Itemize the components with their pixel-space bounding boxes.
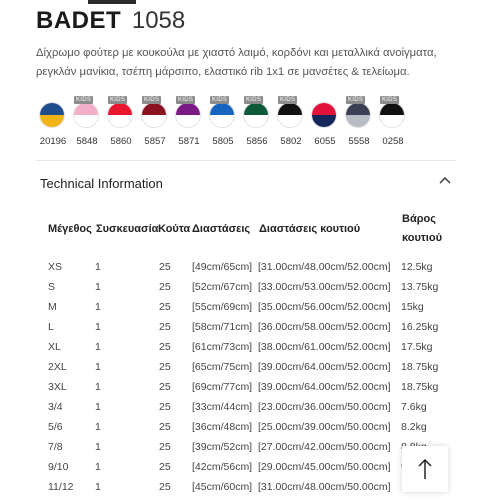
- header-pack: Συσκευασία: [96, 223, 159, 235]
- swatch-top-color: [380, 103, 404, 115]
- swatch-top-color: [40, 103, 64, 115]
- table-row: [48, 418, 458, 438]
- table-row: [48, 338, 458, 358]
- product-description: Δίχρωμο φούτερ με κουκούλα με χιαστό λαιμό, κορδόνι και μεταλλικά ανοίγματα, ρεγκλάν μανίκια, τσέπη μάρσιπο, ελαστικό rib 1x1 σε μανσέτες & τελείωμα.: [36, 47, 437, 78]
- swatch-top-color: [108, 103, 132, 115]
- swatch-code: 0258: [382, 136, 404, 147]
- swatch-bottom-color: [380, 115, 404, 127]
- table-row: [48, 438, 458, 458]
- cell-box-weight: 18.75kg: [401, 361, 439, 373]
- cell-box-weight: 13.75kg: [401, 281, 439, 293]
- swatch-bottom-color: [244, 115, 268, 127]
- cell-size: 7/8: [48, 441, 63, 453]
- cell-box-weight: 8.2kg: [401, 421, 427, 433]
- header-box-dimensions: Διαστάσεις κουτιού: [259, 223, 361, 235]
- header-box: Κούτα: [158, 223, 191, 235]
- cell-pack: 1: [95, 421, 101, 433]
- swatch-code: 5856: [246, 136, 268, 147]
- swatch-code: 5860: [110, 136, 132, 147]
- cell-box-dimensions: [31.00cm/48.00cm/50.00cm]: [258, 481, 391, 493]
- swatch-top-color: [210, 103, 234, 115]
- color-swatch[interactable]: [172, 96, 206, 150]
- cell-size: 2XL: [48, 361, 67, 373]
- kids-badge: KIDS: [144, 97, 160, 103]
- product-code: 1058: [131, 7, 186, 34]
- cell-pack: 1: [95, 341, 101, 353]
- cell-pack: 1: [95, 281, 101, 293]
- swatch-top-color: [74, 103, 98, 115]
- cell-dimensions: [42cm/56cm]: [192, 461, 253, 473]
- table-row: [48, 378, 458, 398]
- color-swatch[interactable]: [308, 96, 342, 150]
- cell-size: XS: [48, 261, 63, 273]
- table-row: [48, 458, 458, 478]
- cell-box-dimensions: [38.00cm/61.00cm/52.00cm]: [258, 341, 391, 353]
- cell-box-dimensions: [36.00cm/58.00cm/52.00cm]: [258, 321, 391, 333]
- cell-box-weight: 15kg: [401, 301, 424, 313]
- color-swatch[interactable]: [274, 96, 308, 150]
- cell-dimensions: [33cm/44cm]: [192, 401, 253, 413]
- color-swatch[interactable]: [376, 96, 410, 150]
- swatch-top-color: [312, 103, 336, 115]
- swatch-bottom-color: [108, 115, 132, 127]
- cell-dimensions: [69cm/77cm]: [192, 381, 253, 393]
- color-swatch[interactable]: [206, 96, 240, 150]
- swatch-code: 5857: [144, 136, 166, 147]
- header-dimensions: Διαστάσεις: [192, 223, 251, 235]
- table-row: [48, 358, 458, 378]
- swatch-circle: [73, 102, 99, 128]
- cell-size: S: [48, 281, 56, 293]
- cell-size: XL: [48, 341, 61, 353]
- kids-badge: KIDS: [280, 97, 296, 103]
- cell-pack: 1: [95, 401, 101, 413]
- cell-box: 25: [159, 401, 171, 413]
- cell-box-dimensions: [39.00cm/64.00cm/52.00cm]: [258, 361, 391, 373]
- arrow-up-icon: [417, 458, 433, 480]
- cell-pack: 1: [95, 461, 101, 473]
- table-rows: [48, 258, 458, 498]
- cell-pack: 1: [95, 361, 101, 373]
- section-divider: [36, 160, 456, 161]
- swatch-code: 6055: [314, 136, 336, 147]
- cell-box-weight: 16.25kg: [401, 321, 439, 333]
- cell-box: 25: [159, 321, 171, 333]
- table-row: [48, 318, 458, 338]
- swatch-top-color: [142, 103, 166, 115]
- cell-size: 11/12: [48, 481, 74, 493]
- kids-badge: KIDS: [212, 97, 228, 103]
- kids-badge: KIDS: [110, 97, 126, 103]
- cell-size: 5/6: [48, 421, 63, 433]
- cell-box: 25: [159, 281, 171, 293]
- header-box-weight: Βάρος κουτιού: [402, 213, 442, 244]
- swatch-code: 20196: [39, 136, 67, 147]
- swatch-circle: [277, 102, 303, 128]
- cell-dimensions: [61cm/73cm]: [192, 341, 253, 353]
- swatch-circle: [175, 102, 201, 128]
- cell-dimensions: [65cm/75cm]: [192, 361, 253, 373]
- cell-dimensions: [55cm/69cm]: [192, 301, 253, 313]
- swatch-top-color: [278, 103, 302, 115]
- cell-dimensions: [49cm/65cm]: [192, 261, 253, 273]
- swatch-bottom-color: [278, 115, 302, 127]
- kids-badge: KIDS: [178, 97, 194, 103]
- color-swatch[interactable]: [240, 96, 274, 150]
- cell-box-weight: 12.5kg: [401, 261, 433, 273]
- cell-box-weight: 7.6kg: [401, 401, 427, 413]
- cell-dimensions: [39cm/52cm]: [192, 441, 253, 453]
- cell-pack: 1: [95, 301, 101, 313]
- cell-pack: 1: [95, 261, 101, 273]
- technical-info-header[interactable]: [36, 170, 456, 198]
- swatch-circle: [209, 102, 235, 128]
- swatch-code: 5871: [178, 136, 200, 147]
- cell-dimensions: [52cm/67cm]: [192, 281, 253, 293]
- kids-badge: KIDS: [348, 97, 364, 103]
- cell-box: 25: [159, 481, 171, 493]
- cell-box: 25: [159, 421, 171, 433]
- swatch-top-color: [346, 103, 370, 115]
- cell-box-dimensions: [31.00cm/48.00cm/52.00cm]: [258, 261, 391, 273]
- table-row: [48, 258, 458, 278]
- cell-box: 25: [159, 341, 171, 353]
- cell-box-dimensions: [27.00cm/42.00cm/50.00cm]: [258, 441, 391, 453]
- color-swatch[interactable]: [138, 96, 172, 150]
- swatch-bottom-color: [312, 115, 336, 127]
- cell-pack: 1: [95, 381, 101, 393]
- color-swatches: [36, 96, 476, 150]
- swatch-bottom-color: [40, 115, 64, 127]
- cell-size: 3/4: [48, 401, 63, 413]
- chevron-up-icon[interactable]: [438, 174, 452, 188]
- cell-pack: 1: [95, 441, 101, 453]
- cell-box: 25: [159, 301, 171, 313]
- swatch-top-color: [176, 103, 200, 115]
- header-size: Μέγεθος: [48, 223, 92, 235]
- swatch-bottom-color: [176, 115, 200, 127]
- table-row: [48, 298, 458, 318]
- cell-box-dimensions: [35.00cm/56.00cm/52.00cm]: [258, 301, 391, 313]
- cell-box: 25: [159, 461, 171, 473]
- cell-box: 25: [159, 361, 171, 373]
- cell-size: 3XL: [48, 381, 67, 393]
- swatch-code: 5802: [280, 136, 302, 147]
- cell-box: 25: [159, 441, 171, 453]
- technical-info-title: Technical Information: [40, 176, 163, 191]
- swatch-bottom-color: [210, 115, 234, 127]
- cell-box-dimensions: [33.00cm/53.00cm/52.00cm]: [258, 281, 391, 293]
- scroll-to-top-button[interactable]: [402, 446, 448, 492]
- cell-box-weight: 17.5kg: [401, 341, 433, 353]
- cell-box: 25: [159, 261, 171, 273]
- color-swatch[interactable]: [342, 96, 376, 150]
- cell-size: L: [48, 321, 54, 333]
- table-row: [48, 278, 458, 298]
- product-title: [36, 8, 185, 34]
- cell-dimensions: [36cm/48cm]: [192, 421, 253, 433]
- cell-box: 25: [159, 381, 171, 393]
- kids-badge: KIDS: [246, 97, 262, 103]
- swatch-code: 5848: [76, 136, 98, 147]
- color-swatch[interactable]: [36, 96, 70, 150]
- cell-size: M: [48, 301, 57, 313]
- swatch-code: 5805: [212, 136, 234, 147]
- cell-box-weight: 18.75kg: [401, 381, 439, 393]
- swatch-bottom-color: [74, 115, 98, 127]
- swatch-code: 5558: [348, 136, 370, 147]
- color-swatch[interactable]: [70, 96, 104, 150]
- swatch-bottom-color: [346, 115, 370, 127]
- swatch-circle: [141, 102, 167, 128]
- cell-pack: 1: [95, 481, 101, 493]
- cell-box-dimensions: [29.00cm/45.00cm/50.00cm]: [258, 461, 391, 473]
- cell-pack: 1: [95, 321, 101, 333]
- table-row: [48, 398, 458, 418]
- swatch-circle: [39, 102, 65, 128]
- table-row: [48, 478, 458, 498]
- swatch-top-color: [244, 103, 268, 115]
- cell-box-dimensions: [25.00cm/39.00cm/50.00cm]: [258, 421, 391, 433]
- color-swatch[interactable]: [104, 96, 138, 150]
- top-edge-bar: [88, 0, 136, 4]
- swatch-circle: [243, 102, 269, 128]
- swatch-circle: [107, 102, 133, 128]
- cell-size: 9/10: [48, 461, 69, 473]
- product-brand: BADET: [36, 7, 122, 34]
- cell-box-dimensions: [23.00cm/36.00cm/50.00cm]: [258, 401, 391, 413]
- swatch-circle: [379, 102, 405, 128]
- cell-dimensions: [45cm/60cm]: [192, 481, 253, 493]
- kids-badge: KIDS: [382, 97, 398, 103]
- swatch-bottom-color: [142, 115, 166, 127]
- cell-box-dimensions: [39.00cm/64.00cm/52.00cm]: [258, 381, 391, 393]
- swatch-circle: [311, 102, 337, 128]
- swatch-circle: [345, 102, 371, 128]
- kids-badge: KIDS: [76, 97, 92, 103]
- cell-dimensions: [58cm/71cm]: [192, 321, 253, 333]
